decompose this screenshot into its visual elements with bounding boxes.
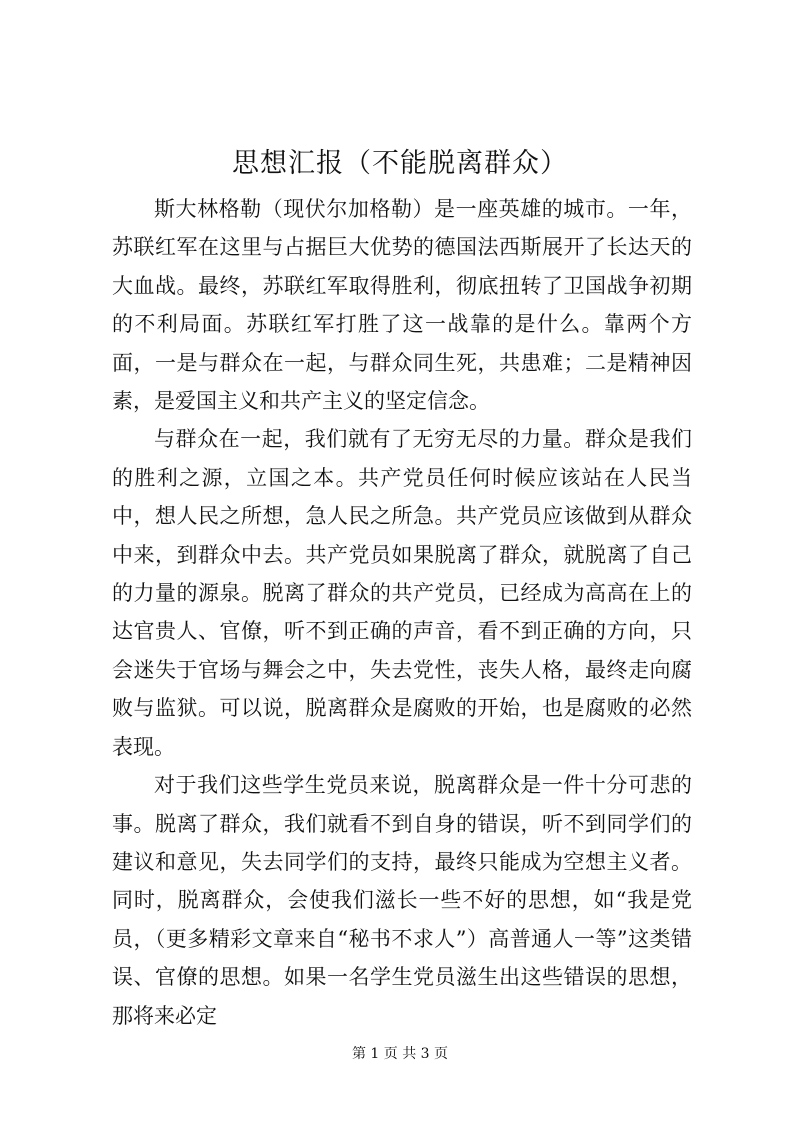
document-title: 思想汇报（不能脱离群众） [232, 148, 568, 179]
document-body [112, 190, 692, 1035]
paragraph-3: 对于我们这些学生党员来说，脱离群众是一件十分可悲的事。脱离了群众，我们就看不到自身的错误，听不到同学们的建议和意见，失去同学们的支持，最终只能成为空想主义者。同时，脱离群众，会使我们滋长一些不好的思想，如“我是党员，（更多精彩文章来自“秘书不求人”）高普通人一等”这类错误、官僚的思想。如果一名学生党员滋生出这些错误的思想，那将来必定 [112, 773, 692, 1028]
paragraph-1: 斯大林格勒（现伏尔加格勒）是一座英雄的城市。一年，苏联红军在这里与占据巨大优势的德国法西斯展开了长达天的大血战。最终，苏联红军取得胜利，彻底扭转了卫国战争初期的不利局面。苏联红军打胜了这一战靠的是什么。靠两个方面，一是与群众在一起，与群众同生死，共患难；二是精神因素，是爱国主义和共产主义的坚定信念。 [112, 197, 692, 414]
paragraph-2: 与群众在一起，我们就有了无穷无尽的力量。群众是我们的胜利之源，立国之本。共产党员任何时候应该站在人民当中，想人民之所想，急人民之所急。共产党员应该做到从群众中来，到群众中去。共产党员如果脱离了群众，就脱离了自己的力量的源泉。脱离了群众的共产党员，已经成为高高在上的达官贵人、官僚，听不到正确的声音，看不到正确的方向，只会迷失于官场与舞会之中，失去党性，丧失人格，最终走向腐败与监狱。可以说，脱离群众是腐败的开始，也是腐败的必然表现。 [112, 427, 692, 759]
page-number-footer: 第 1 页 共 3 页 [351, 1046, 449, 1062]
